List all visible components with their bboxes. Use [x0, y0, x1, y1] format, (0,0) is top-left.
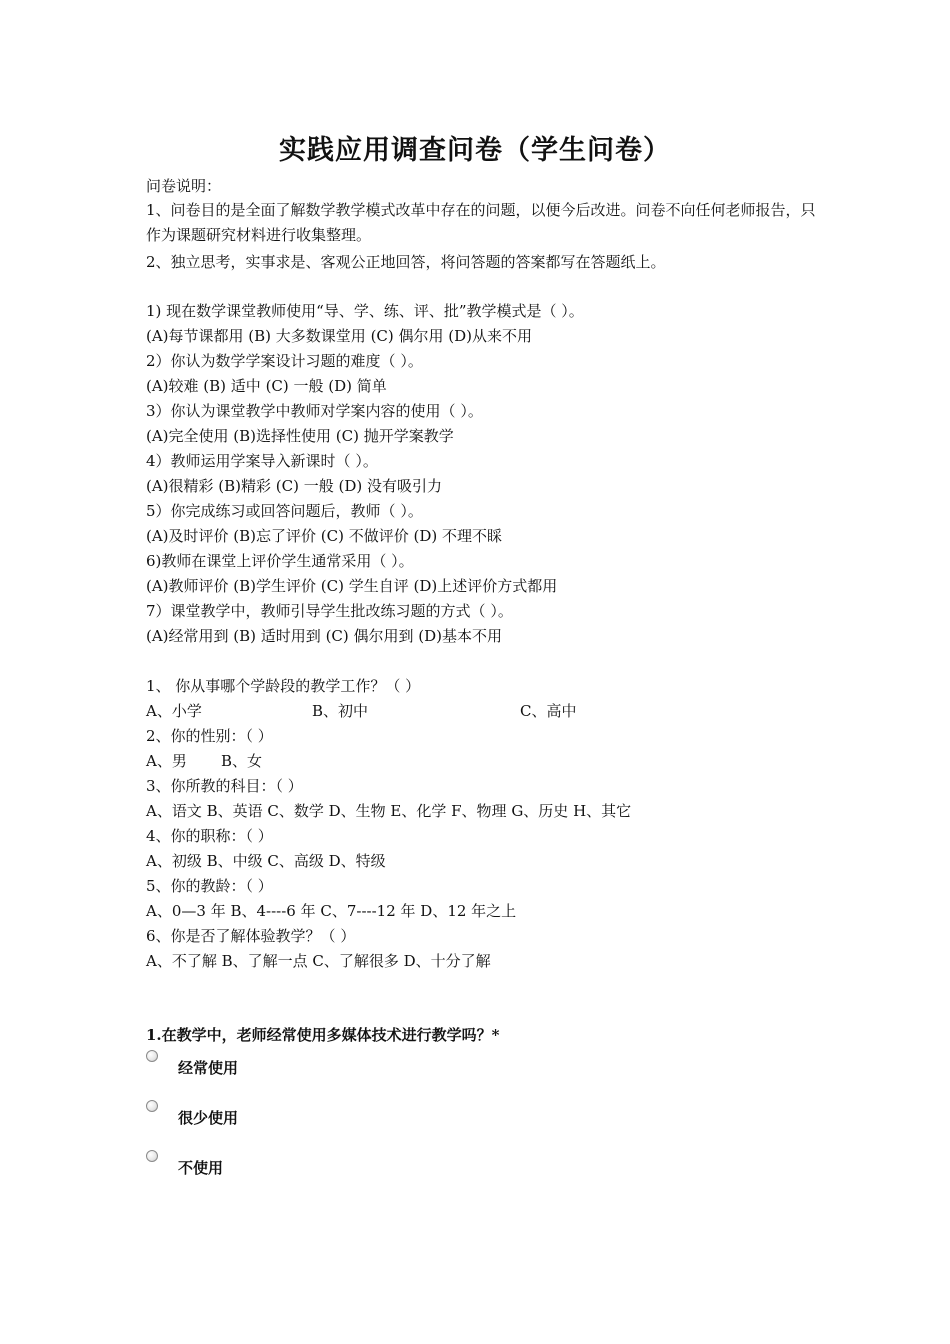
intro-paragraph-2: 2、独立思考，实事求是、客观公正地回答，将问答题的答案都写在答题纸上。	[146, 253, 666, 271]
s1-answer-1: (A)每节课都用 (B) 大多数课堂用 (C) 偶尔用 (D)从来不用	[146, 327, 533, 345]
s3-question: 1.在教学中，老师经常使用多媒体技术进行教学吗？*	[146, 1026, 500, 1044]
s1-answer-7: (A)经常用到 (B) 适时用到 (C) 偶尔用到 (D)基本不用	[146, 627, 503, 645]
s2-option-2b: B、女	[221, 752, 263, 770]
s1-question-1: 1) 现在数学课堂教师使用“导、学、练、评、批”教学模式是（ ）。	[146, 302, 584, 320]
s2-question-5: 5、你的教龄：（ ）	[146, 877, 273, 895]
s1-question-7: 7）课堂教学中，教师引导学生批改练习题的方式（ ）。	[146, 602, 513, 620]
s2-question-2: 2、你的性别：（ ）	[146, 727, 273, 745]
radio-option-3[interactable]	[146, 1150, 158, 1162]
s1-answer-3: (A)完全使用 (B)选择性使用 (C) 抛开学案教学	[146, 427, 454, 445]
s1-question-5: 5）你完成练习或回答问题后，教师（ ）。	[146, 502, 423, 520]
radio-option-1[interactable]	[146, 1050, 158, 1062]
radio-label-2: 很少使用	[178, 1109, 239, 1127]
s2-answer-4: A、初级 B、中级 C、高级 D、特级	[146, 852, 386, 870]
s1-answer-2: (A)较难 (B) 适中 (C) 一般 (D) 简单	[146, 377, 387, 395]
s1-question-2: 2）你认为数学学案设计习题的难度（ ）。	[146, 352, 423, 370]
s1-answer-6: (A)教师评价 (B)学生评价 (C) 学生自评 (D)上述评价方式都用	[146, 577, 558, 595]
s1-question-3: 3）你认为课堂教学中教师对学案内容的使用（ ）。	[146, 402, 483, 420]
s2-option-1a: A、小学	[146, 702, 202, 720]
s2-options-2	[146, 751, 446, 771]
s2-question-3: 3、你所教的科目：（ ）	[146, 777, 303, 795]
radio-label-3: 不使用	[178, 1159, 224, 1177]
s2-question-6: 6、你是否了解体验教学？（ ）	[146, 927, 356, 945]
s1-answer-5: (A)及时评价 (B)忘了评价 (C) 不做评价 (D) 不理不睬	[146, 527, 503, 545]
s1-answer-4: (A)很精彩 (B)精彩 (C) 一般 (D) 没有吸引力	[146, 477, 443, 495]
s1-question-4: 4）教师运用学案导入新课时（ ）。	[146, 452, 378, 470]
s2-answer-5: A、0—3 年 B、4----6 年 C、7----12 年 D、12 年之上	[146, 902, 517, 920]
s2-options-1	[146, 701, 846, 721]
s2-question-4: 4、你的职称：（ ）	[146, 827, 273, 845]
radio-option-2[interactable]	[146, 1100, 158, 1112]
s2-answer-3: A、语文 B、英语 C、数学 D、生物 E、化学 F、物理 G、历史 H、其它	[146, 802, 632, 820]
s2-answer-6: A、不了解 B、了解一点 C、了解很多 D、十分了解	[146, 952, 491, 970]
page-title: 实践应用调查问卷（学生问卷）	[279, 135, 671, 166]
radio-label-1: 经常使用	[178, 1059, 239, 1077]
s1-question-6: 6)教师在课堂上评价学生通常采用（ ）。	[146, 552, 414, 570]
intro-heading: 问卷说明：	[146, 177, 222, 195]
s2-question-1: 1、 你从事哪个学龄段的教学工作？（ ）	[146, 677, 421, 695]
s2-option-2a: A、男	[146, 752, 187, 770]
intro-paragraph-1: 1、问卷目的是全面了解数学教学模式改革中存在的问题，以便今后改进。问卷不向任何老师报告，只作为课题研究材料进行收集整理。	[146, 201, 816, 244]
s2-option-1c: C、高中	[520, 702, 577, 720]
s2-option-1b: B、初中	[312, 702, 369, 720]
